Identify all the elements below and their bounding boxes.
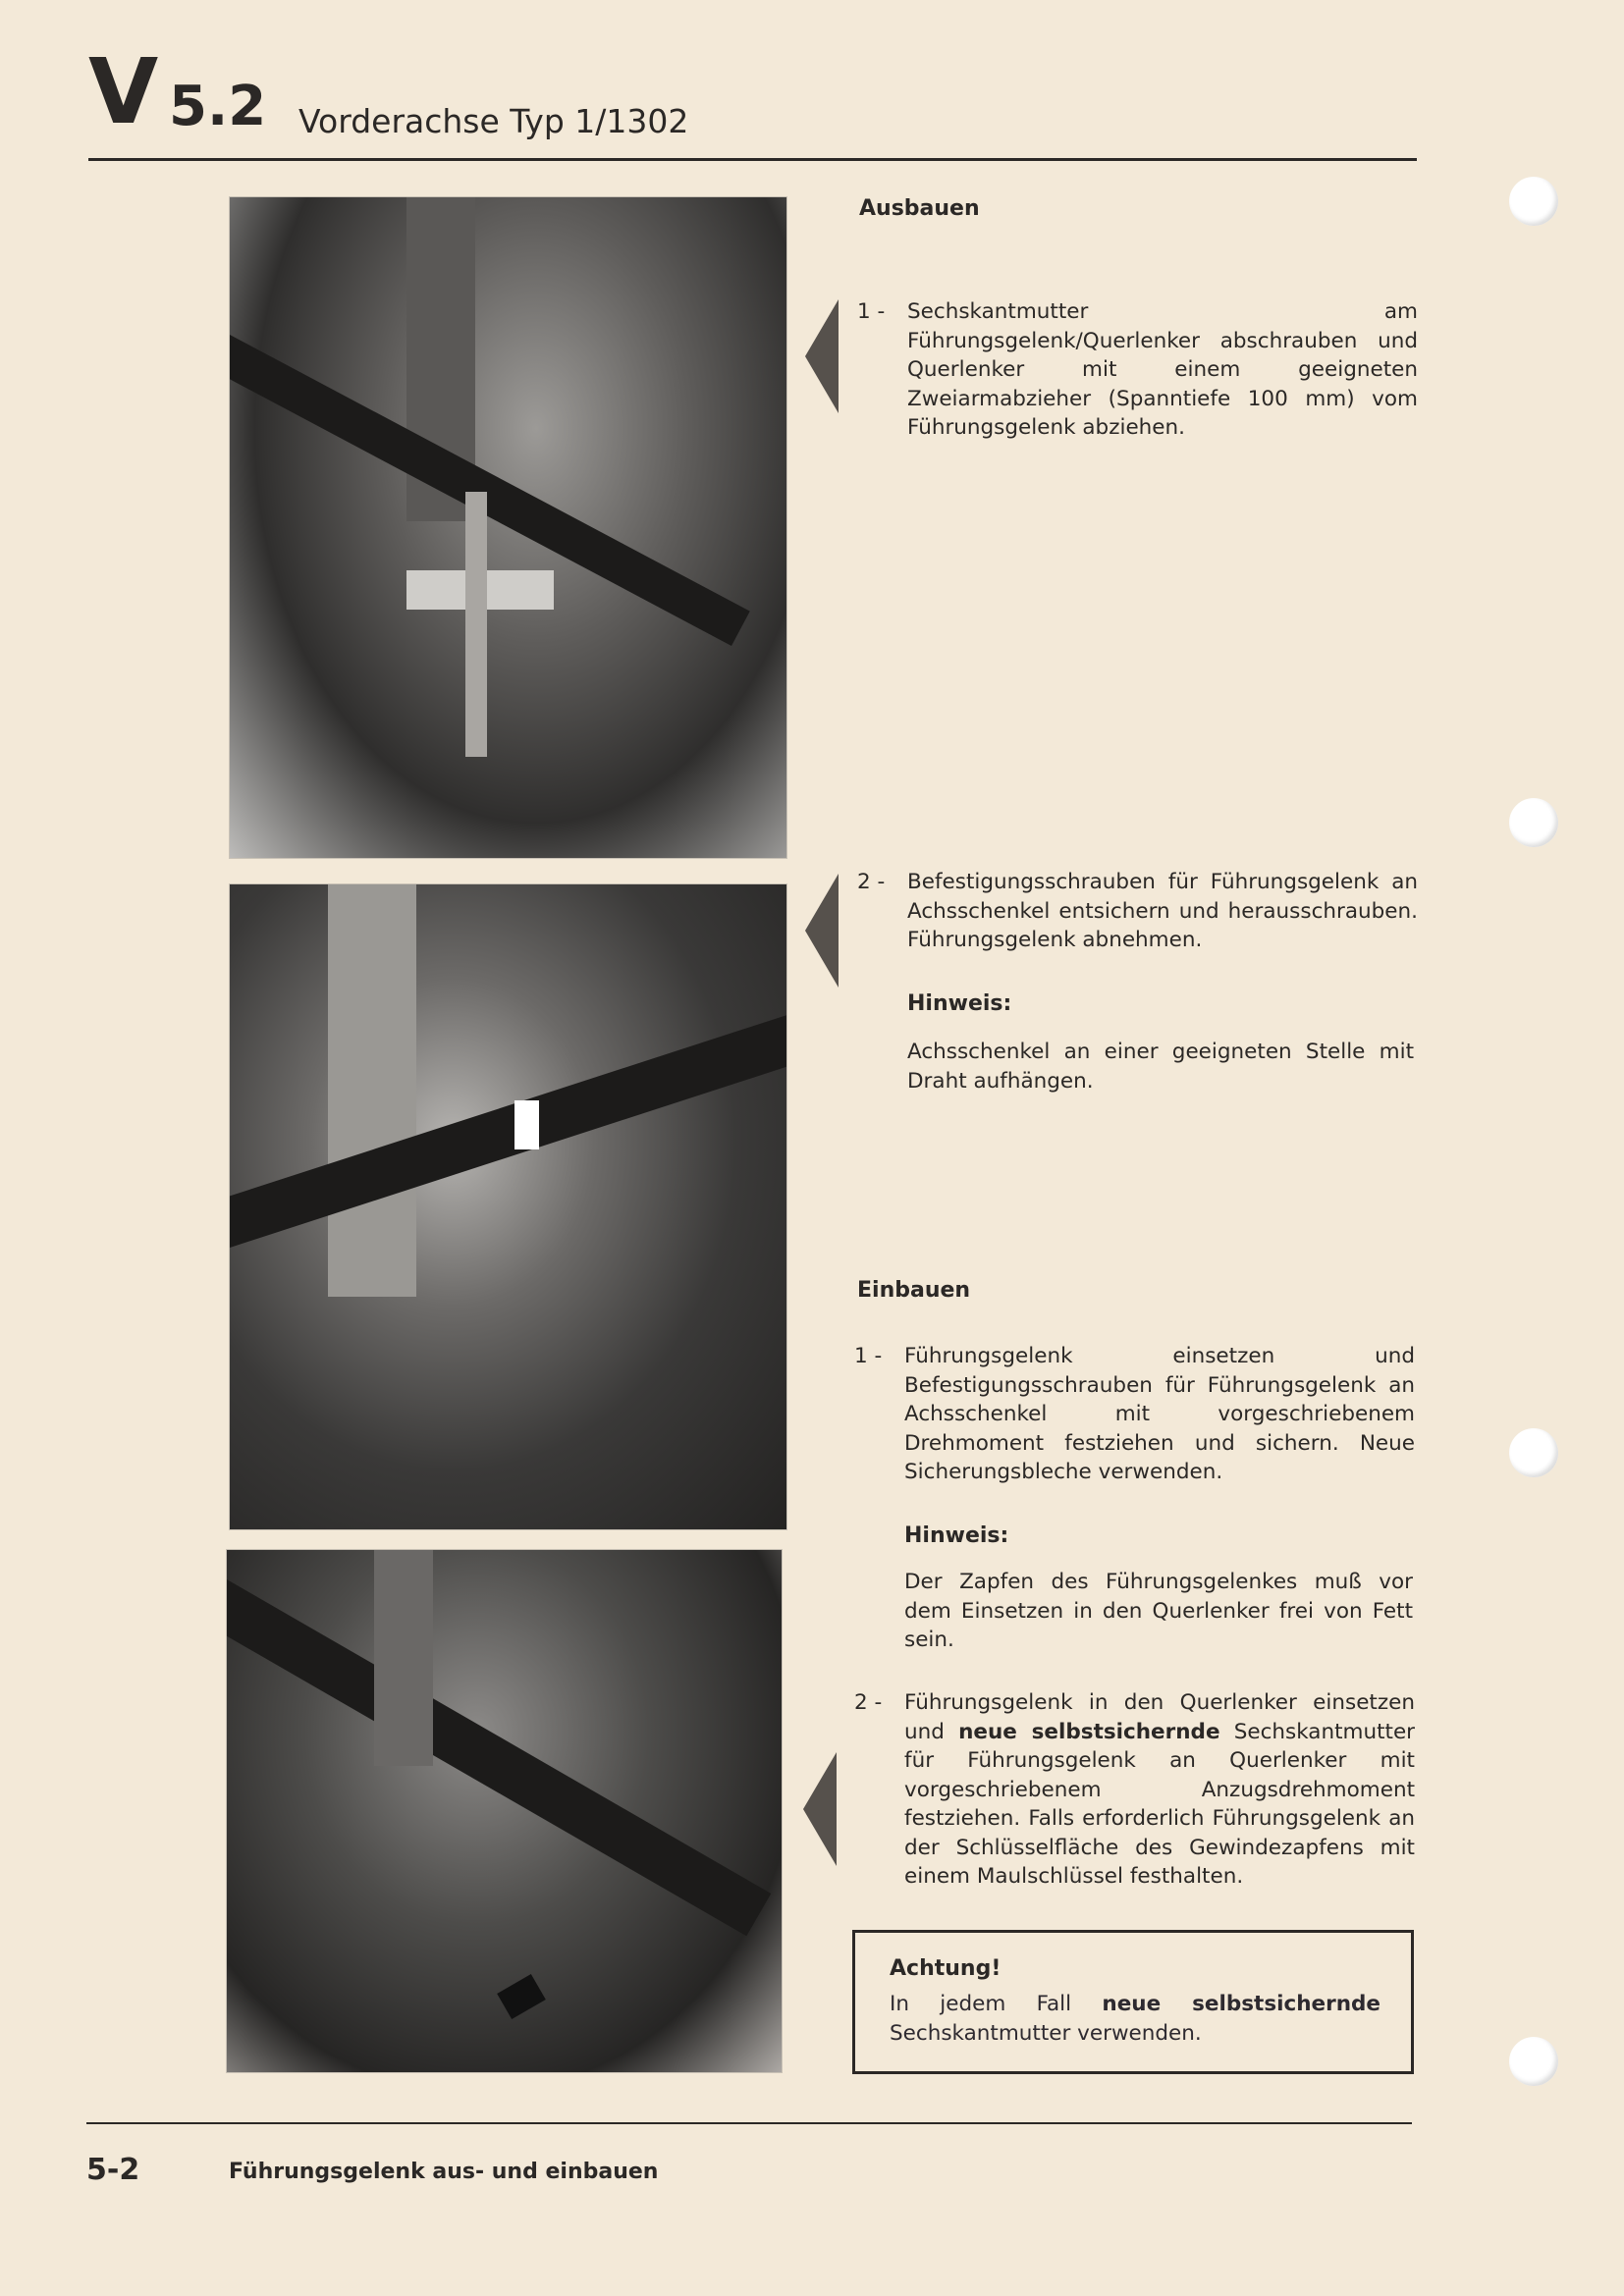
step-number: 2 -	[854, 1690, 883, 1715]
warning-heading: Achtung!	[890, 1956, 1001, 1981]
arrow-left-icon	[803, 1752, 837, 1866]
footer-title: Führungsgelenk aus- und einbauen	[229, 2160, 659, 2184]
punch-hole	[1509, 798, 1558, 847]
photo-ball-joint-bolts	[229, 883, 787, 1530]
removal-note-text: Achsschenkel an einer geeigneten Stelle mit Draht aufhängen.	[907, 1040, 1414, 1094]
photo-nut-installation	[226, 1549, 783, 2073]
step-number: 1 -	[854, 1344, 883, 1368]
page-title: Vorderachse Typ 1/1302	[298, 102, 689, 140]
warning-text-part: Sechskantmutter verwenden.	[890, 2020, 1202, 2046]
step-text: Führungsgelenk in den Querlenker einsetzen und	[904, 1690, 1415, 1744]
step-number: 1 -	[857, 299, 886, 324]
installation-note-heading: Hinweis:	[904, 1523, 1009, 1548]
step-number: 2 -	[857, 870, 886, 894]
removal-step-2: Befestigungsschrauben für Führungsgelenk an Achsschenkel entsichern und herausschrauben. Führungsgelenk abnehmen.	[907, 870, 1418, 952]
removal-heading: Ausbauen	[859, 196, 980, 221]
removal-step-1: Sechskantmutter am Führungsgelenk/Querlenker abschrauben und Querlenker mit einem geeigneten Zweiarmabzieher (Spanntiefe 100 mm) vom Führungsgelenk abziehen.	[907, 299, 1418, 440]
bold-text: neue selbstsichernde	[958, 1719, 1220, 1744]
installation-step-1: Führungsgelenk einsetzen und Befestigungsschrauben für Führungsgelenk an Achsschenkel mit vorgeschriebenem Drehmoment festziehen und sichern. Neue Sicherungsbleche verwenden.	[904, 1344, 1415, 1484]
warning-box	[852, 1930, 1414, 2074]
removal-note-heading: Hinweis:	[907, 991, 1012, 1016]
step-text: Sechskantmutter für Führungsgelenk an Querlenker mit vorgeschriebenem Anzugsdrehmoment festziehen. Falls erforderlich Führungsgelenk an der Schlüsselfläche des Gewindezapfens mit einem Maulschlüssel festhalten.	[904, 1719, 1416, 1889]
section-letter: V	[88, 39, 157, 144]
bold-text: neue selbstsichernde	[1102, 1992, 1381, 2016]
punch-hole	[1509, 2037, 1558, 2086]
installation-note-text: Der Zapfen des Führungsgelenkes muß vor dem Einsetzen in den Querlenker frei von Fett sein.	[904, 1570, 1413, 1652]
punch-hole	[1509, 1428, 1558, 1477]
warning-text-part: In jedem Fall	[890, 1992, 1072, 2016]
page-number: 5-2	[86, 2153, 140, 2187]
section-number: 5.2	[169, 75, 267, 138]
photo-puller-on-ball-joint	[229, 196, 787, 859]
installation-step-2	[904, 1688, 1415, 1892]
arrow-left-icon	[805, 299, 839, 413]
arrow-left-icon	[805, 874, 839, 988]
punch-hole	[1509, 177, 1558, 226]
footer-rule	[86, 2122, 1412, 2124]
installation-heading: Einbauen	[857, 1278, 971, 1303]
warning-text	[890, 1990, 1380, 2048]
header-rule	[88, 158, 1417, 161]
